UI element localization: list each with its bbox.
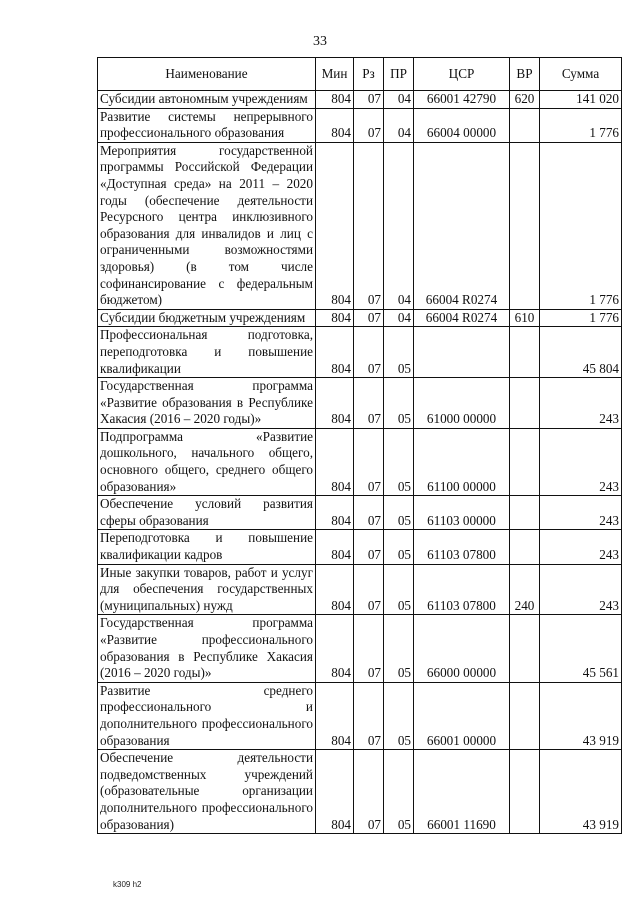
- row-name: Иные закупки товаров, работ и услуг для обеспечения государственных (муниципальных) нужд: [98, 564, 316, 615]
- row-rz: 07: [354, 142, 384, 309]
- row-vr: [510, 142, 540, 309]
- row-name: Субсидии автономным учреждениям: [98, 91, 316, 109]
- row-sum: 45 561: [540, 615, 622, 682]
- row-pr: 04: [384, 108, 414, 142]
- document-code: k309 h2: [113, 880, 142, 889]
- row-pr: 04: [384, 142, 414, 309]
- row-sum: 243: [540, 564, 622, 615]
- row-vr: 610: [510, 309, 540, 327]
- row-rz: 07: [354, 564, 384, 615]
- row-vr: 240: [510, 564, 540, 615]
- header-sum: Сумма: [540, 58, 622, 91]
- table-row: [98, 615, 622, 682]
- table-row: [98, 142, 622, 309]
- budget-table: [97, 57, 622, 834]
- header-min: Мин: [316, 58, 354, 91]
- row-vr: [510, 530, 540, 564]
- row-vr: [510, 496, 540, 530]
- row-pr: 05: [384, 682, 414, 749]
- row-sum: 243: [540, 530, 622, 564]
- row-sum: 243: [540, 378, 622, 429]
- row-vr: [510, 750, 540, 834]
- row-sum: 243: [540, 496, 622, 530]
- row-rz: 07: [354, 108, 384, 142]
- row-min: 804: [316, 428, 354, 495]
- row-csr: 61100 00000: [414, 428, 510, 495]
- row-csr: 61103 07800: [414, 530, 510, 564]
- row-csr: [414, 327, 510, 378]
- row-sum: 43 919: [540, 682, 622, 749]
- table-header-row: [98, 58, 622, 91]
- row-vr: [510, 108, 540, 142]
- header-pr: ПР: [384, 58, 414, 91]
- row-sum: 141 020: [540, 91, 622, 109]
- table-row: [98, 682, 622, 749]
- row-pr: 05: [384, 327, 414, 378]
- row-name: Обеспечение условий развития сферы образования: [98, 496, 316, 530]
- header-csr: ЦСР: [414, 58, 510, 91]
- row-vr: [510, 378, 540, 429]
- table-row: [98, 309, 622, 327]
- row-rz: 07: [354, 496, 384, 530]
- table-row: [98, 428, 622, 495]
- row-sum: 43 919: [540, 750, 622, 834]
- row-rz: 07: [354, 428, 384, 495]
- row-vr: [510, 428, 540, 495]
- row-name: Обеспечение деятельности подведомственных учреждений (образовательные организации дополнительного профессионального образования): [98, 750, 316, 834]
- row-min: 804: [316, 682, 354, 749]
- row-rz: 07: [354, 682, 384, 749]
- row-name: Подпрограмма «Развитие дошкольного, начального общего, основного общего, среднего общего образования»: [98, 428, 316, 495]
- row-rz: 07: [354, 378, 384, 429]
- row-pr: 05: [384, 564, 414, 615]
- table-row: [98, 496, 622, 530]
- row-vr: [510, 327, 540, 378]
- row-pr: 05: [384, 530, 414, 564]
- row-csr: 61000 00000: [414, 378, 510, 429]
- row-pr: 05: [384, 750, 414, 834]
- header-rz: Рз: [354, 58, 384, 91]
- row-name: Субсидии бюджетным учреждениям: [98, 309, 316, 327]
- row-name: Переподготовка и повышение квалификации кадров: [98, 530, 316, 564]
- header-name: Наименование: [98, 58, 316, 91]
- row-vr: 620: [510, 91, 540, 109]
- row-min: 804: [316, 530, 354, 564]
- row-pr: 04: [384, 91, 414, 109]
- row-sum: 243: [540, 428, 622, 495]
- row-name: Государственная программа «Развитие профессионального образования в Республике Хакасия (2016 – 2020 годы)»: [98, 615, 316, 682]
- row-min: 804: [316, 564, 354, 615]
- row-name: Государственная программа «Развитие образования в Республике Хакасия (2016 – 2020 годы)»: [98, 378, 316, 429]
- row-pr: 05: [384, 615, 414, 682]
- row-csr: 61103 00000: [414, 496, 510, 530]
- table-row: [98, 91, 622, 109]
- row-csr: 66001 11690: [414, 750, 510, 834]
- row-sum: 45 804: [540, 327, 622, 378]
- table-row: [98, 378, 622, 429]
- row-csr: 66004 00000: [414, 108, 510, 142]
- row-min: 804: [316, 378, 354, 429]
- row-rz: 07: [354, 309, 384, 327]
- table-row: [98, 564, 622, 615]
- row-sum: 1 776: [540, 309, 622, 327]
- row-name: Развитие среднего профессионального и дополнительного профессионального образования: [98, 682, 316, 749]
- row-rz: 07: [354, 530, 384, 564]
- table-row: [98, 108, 622, 142]
- row-min: 804: [316, 108, 354, 142]
- row-min: 804: [316, 91, 354, 109]
- row-rz: 07: [354, 91, 384, 109]
- row-csr: 66000 00000: [414, 615, 510, 682]
- header-vr: ВР: [510, 58, 540, 91]
- row-vr: [510, 682, 540, 749]
- row-min: 804: [316, 327, 354, 378]
- row-pr: 05: [384, 428, 414, 495]
- row-pr: 05: [384, 378, 414, 429]
- row-sum: 1 776: [540, 142, 622, 309]
- row-csr: 66004 R0274: [414, 309, 510, 327]
- row-name: Развитие системы непрерывного профессионального образования: [98, 108, 316, 142]
- page-number: 33: [313, 34, 327, 49]
- row-pr: 05: [384, 496, 414, 530]
- row-name: Профессиональная подготовка, переподготовка и повышение квалификации: [98, 327, 316, 378]
- row-rz: 07: [354, 750, 384, 834]
- table-row: [98, 530, 622, 564]
- row-min: 804: [316, 496, 354, 530]
- row-min: 804: [316, 615, 354, 682]
- row-vr: [510, 615, 540, 682]
- row-csr: 66004 R0274: [414, 142, 510, 309]
- row-min: 804: [316, 750, 354, 834]
- row-csr: 66001 42790: [414, 91, 510, 109]
- row-rz: 07: [354, 327, 384, 378]
- row-pr: 04: [384, 309, 414, 327]
- row-csr: 61103 07800: [414, 564, 510, 615]
- row-min: 804: [316, 309, 354, 327]
- row-min: 804: [316, 142, 354, 309]
- row-sum: 1 776: [540, 108, 622, 142]
- row-rz: 07: [354, 615, 384, 682]
- table-row: [98, 327, 622, 378]
- table-row: [98, 750, 622, 834]
- row-name: Мероприятия государственной программы Российской Федерации «Доступная среда» на 2011 – 2020 годы (обеспечение деятельности Ресурсного центра инклюзивного образования для инвалидов и лиц с ограниченными возможностями здоровья) (в том числе софинансирование с федеральным бюджетом): [98, 142, 316, 309]
- row-csr: 66001 00000: [414, 682, 510, 749]
